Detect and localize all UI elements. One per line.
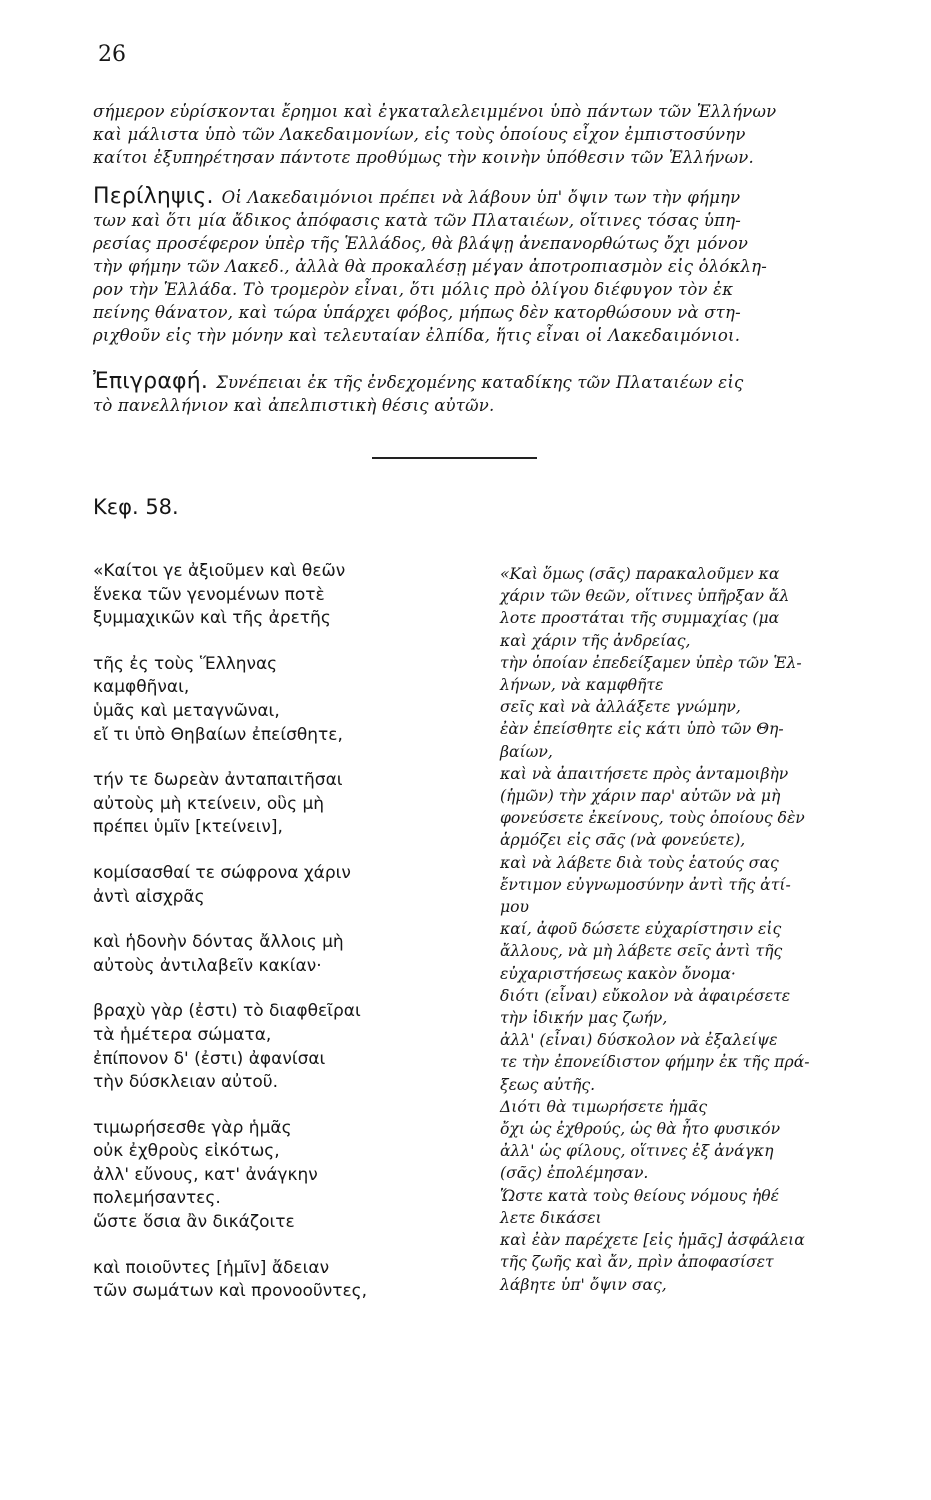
summary-line: πείνης θάνατον, καὶ τώρα ὑπάρχει φόβος, μήπως δὲν κατορθώσουν νὰ στη- <box>93 303 741 322</box>
epigraph-line: Συνέπειαι ἐκ τῆς ἐνδεχομένης καταδίκης τῶν Πλαταιέων εἰς <box>216 373 744 392</box>
verse-group <box>93 1000 483 1094</box>
translation-line: καὶ νὰ λάβετε διὰ τοὺς ἑατούς σας <box>500 853 779 872</box>
translation-line: «Καὶ ὅμως (σᾶς) παρακαλοῦμεν κα <box>500 565 780 583</box>
verse-group <box>93 931 483 978</box>
summary-line: των καὶ ὅτι μία ἄδικος ἀπόφασις κατὰ τῶν Πλαταιέων, οἵτινες τόσας ὑπη- <box>93 211 742 230</box>
ancient-line: ἀλλ' εὔνους, κατ' ἀνάγκην <box>93 1164 318 1185</box>
summary-heading: Περίληψις. <box>93 184 214 209</box>
translation-line: χάριν τῶν θεῶν, οἵτινες ὑπῆρξαν ἄλ <box>500 587 790 606</box>
section-divider <box>372 457 537 459</box>
ancient-line: καὶ ἡδονὴν δόντας ἄλλοις μὴ <box>93 932 344 953</box>
ancient-line: ξυμμαχικῶν καὶ τῆς ἀρετῆς <box>93 608 331 629</box>
ancient-line: ἀντὶ αἰσχρᾶς <box>93 886 205 907</box>
translation-line: καὶ ἐὰν παρέχετε [εἰς ἡμᾶς] ἀσφάλεια <box>500 1231 805 1250</box>
ancient-line: οὐκ ἐχθροὺς εἰκότως, <box>93 1141 280 1162</box>
translation-line: σεῖς καὶ νὰ ἀλλάξετε γνώμην, <box>500 698 741 717</box>
ancient-line: ἐπίπονον δ' (ἐστι) ἀφανίσαι <box>93 1048 326 1069</box>
translation-line: τὴν ἰδικήν μας ζωήν, <box>500 1009 668 1028</box>
ancient-line: κομίσασθαί τε σώφρονα χάριν <box>93 862 351 883</box>
intro-line: σήμερον εὑρίσκονται ἔρημοι καὶ ἐγκαταλελειμμένοι ὑπὸ πάντων τῶν Ἑλλήνων <box>93 102 777 121</box>
translation-column <box>500 563 930 1296</box>
ancient-line: εἴ τι ὑπὸ Θηβαίων ἐπείσθητε, <box>93 724 343 745</box>
ancient-line: καμφθῆναι, <box>93 677 190 698</box>
translation-line: ἄλλους, νὰ μὴ λάβετε σεῖς ἀντὶ τῆς <box>500 942 783 961</box>
summary-line: τὴν φήμην τῶν Λακεδ., ἀλλὰ θὰ προκαλέσῃ μέγαν ἀποτροπιασμὸν εἰς ὁλόκλη- <box>93 257 768 276</box>
summary-line: Οἱ Λακεδαιμόνιοι πρέπει νὰ λάβουν ὑπ' ὄψιν των τὴν φήμην <box>221 188 741 207</box>
ancient-line: πολεμήσαντες. <box>93 1188 221 1209</box>
translation-line: φονεύσετε ἐκείνους, τοὺς ὁποίους δὲν <box>500 809 805 828</box>
ancient-line: ἕνεκα τῶν γενομένων ποτὲ <box>93 584 325 605</box>
translation-line: λοτε προστάται τῆς συμμαχίας (μα <box>500 609 780 628</box>
translation-line: ὄχι ὡς ἐχθρούς, ὡς θὰ ἦτο φυσικόν <box>500 1120 781 1139</box>
translation-line: Ὥστε κατὰ τοὺς θείους νόμους ἠθέ <box>500 1186 779 1205</box>
ancient-line: τὰ ἡμέτερα σώματα, <box>93 1024 272 1045</box>
summary-section <box>93 185 925 347</box>
ancient-line: τιμωρήσεσθε γὰρ ἡμᾶς <box>93 1117 292 1138</box>
translation-line: καὶ χάριν τῆς ἀνδρείας, <box>500 631 691 650</box>
translation-line: διότι (εἶναι) εὔκολον νὰ ἀφαιρέσετε <box>500 986 791 1005</box>
ancient-line: «Καίτοι γε ἀξιοῦμεν καὶ θεῶν <box>93 561 346 581</box>
ancient-line: ὑμᾶς καὶ μεταγνῶναι, <box>93 700 280 721</box>
translation-line: Διότι θὰ τιμωρήσετε ἡμᾶς <box>500 1097 708 1116</box>
ancient-line: ὥστε ὅσια ἂν δικάζοιτε <box>93 1212 295 1233</box>
epigraph-section <box>93 370 925 417</box>
verse-group <box>93 769 483 840</box>
translation-line: ἁρμόζει εἰς σᾶς (νὰ φονεύετε), <box>500 831 746 850</box>
ancient-line: τήν τε δωρεὰν ἀνταπαιτῆσαι <box>93 770 343 791</box>
ancient-text-column <box>93 560 483 1304</box>
verse-group <box>93 560 483 631</box>
page-number: 26 <box>98 42 126 67</box>
translation-line: λήνων, νὰ καμφθῆτε <box>500 676 664 695</box>
summary-line: ρεσίας προσέφερον ὑπὲρ τῆς Ἑλλάδος, θὰ βλάψῃ ἀνεπανορθώτως ὄχι μόνον <box>93 234 749 253</box>
ancient-line: αὐτοὺς ἀντιλαβεῖν κακίαν· <box>93 955 322 976</box>
translation-line: (σᾶς) ἐπολέμησαν. <box>500 1164 649 1183</box>
translation-line: τὴν ὁποίαν ἐπεδείξαμεν ὑπὲρ τῶν Ἑλ- <box>500 653 802 672</box>
translation-line: ἀλλ' ὡς φίλους, οἵτινες ἐξ ἀνάγκη <box>500 1142 774 1161</box>
translation-line: ξεως αὐτῆς. <box>500 1075 596 1094</box>
verse-group <box>93 1257 483 1304</box>
epigraph-heading: Ἐπιγραφή. <box>93 369 209 394</box>
translation-line: καὶ νὰ ἀπαιτήσετε πρὸς ἀνταμοιβὴν <box>500 764 789 783</box>
translation-line: βαίων, <box>500 742 553 761</box>
epigraph-line: τὸ πανελλήνιον καὶ ἀπελπιστικὴ θέσις αὐτῶν. <box>93 396 495 415</box>
ancient-line: αὐτοὺς μὴ κτείνειν, οὓς μὴ <box>93 793 325 814</box>
ancient-line: βραχὺ γὰρ (ἐστι) τὸ διαφθεῖραι <box>93 1001 361 1022</box>
ancient-line: τὴν δύσκλειαν αὐτοῦ. <box>93 1072 278 1093</box>
translation-line: μου <box>500 898 530 917</box>
verse-group <box>93 653 483 747</box>
intro-line: καὶ μάλιστα ὑπὸ τῶν Λακεδαιμονίων, εἰς τοὺς ὁποίους εἶχον ἐμπιστοσύνην <box>93 125 746 144</box>
translation-line: ἀλλ' (εἶναι) δύσκολον νὰ ἐξαλείψε <box>500 1031 778 1050</box>
translation-line: (ἡμῶν) τὴν χάριν παρ' αὐτῶν νὰ μὴ <box>500 787 781 806</box>
summary-line: ρον τὴν Ἑλλάδα. Τὸ τρομερὸν εἶναι, ὅτι μόλις πρὸ ὀλίγου διέφυγον τὸν ἐκ <box>93 280 734 299</box>
verse-group <box>93 1117 483 1235</box>
intro-line: καίτοι ἐξυπηρέτησαν πάντοτε προθύμως τὴν κοινὴν ὑπόθεσιν τῶν Ἑλλήνων. <box>93 148 754 167</box>
summary-line: ριχθοῦν εἰς τὴν μόνην καὶ τελευταίαν ἐλπίδα, ἥτις εἶναι οἱ Λακεδαιμόνιοι. <box>93 326 741 345</box>
translation-line: καί, ἀφοῦ δώσετε εὐχαρίστησιν εἰς <box>500 920 782 939</box>
intro-paragraph <box>93 100 925 169</box>
translation-line: τε τὴν ἐπονείδιστον φήμην ἐκ τῆς πρά- <box>500 1053 810 1072</box>
verse-group <box>93 862 483 909</box>
translation-line: λάβητε ὑπ' ὄψιν σας, <box>500 1275 667 1294</box>
ancient-line: τῆς ἐς τοὺς Ἕλληνας <box>93 653 278 674</box>
translation-line: τῆς ζωῆς καὶ ἄν, πρὶν ἀποφασίσετ <box>500 1253 774 1272</box>
chapter-title: Κεφ. 58. <box>93 495 179 519</box>
ancient-line: πρέπει ὑμῖν [κτείνειν], <box>93 817 283 838</box>
ancient-line: τῶν σωμάτων καὶ προνοοῦντες, <box>93 1281 368 1302</box>
ancient-line: καὶ ποιοῦντες [ἡμῖν] ἄδειαν <box>93 1257 330 1278</box>
translation-line: ἔντιμον εὐγνωμοσύνην ἀντὶ τῆς ἀτί- <box>500 875 791 894</box>
translation-line: ἐὰν ἐπείσθητε εἰς κάτι ὑπὸ τῶν Θη- <box>500 720 784 739</box>
translation-line: εὐχαριστήσεως κακὸν ὄνομα· <box>500 964 736 983</box>
translation-line: λετε δικάσει <box>500 1208 602 1227</box>
